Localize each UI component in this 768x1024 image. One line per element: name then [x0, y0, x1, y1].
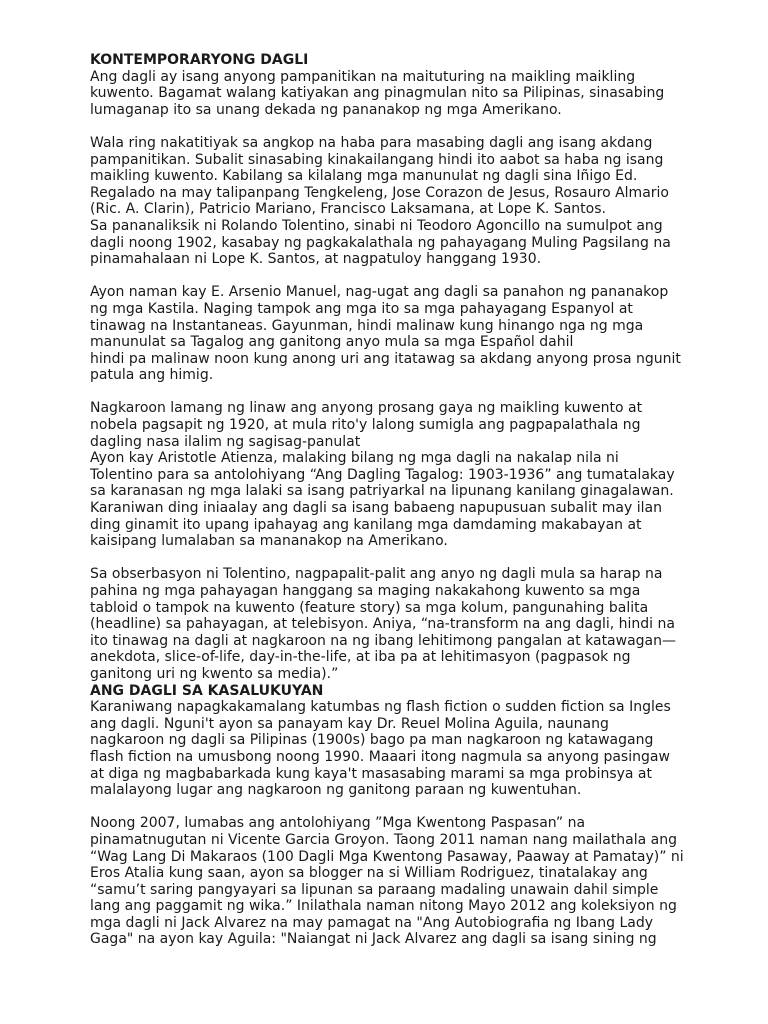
paragraph-3: Ayon naman kay E. Arsenio Manuel, nag-ugat ang dagli sa panahon ng pananakop ng mga Kastila. Naging tampok ang mga ito sa mga pahayagang Espanyol at tinawag na Instantaneas. Gayunman, hindi malinaw kung hinango nga ng mga manunulat sa Tagalog ang ganitong anyo mula sa mga Español dahil hindi pa malinaw noon kung anong uri ang itatawag sa akdang anyong prosa ngunit patula ang himig. [90, 284, 681, 384]
paragraph-gap [90, 799, 692, 816]
paragraph-5: Sa obserbasyon ni Tolentino, nagpapalit-palit ang anyo ng dagli mula sa harap na pahina ng mga pahayagan hanggang sa maging nakakahong kuwento sa mga tabloid o tampok na kuwento (feature story) sa mga kolum, pangunahing balita (headline) sa pahayagan, at telebisyon. Aniya, “na-transform na ang dagli, hindi na ito tinawag na dagli at nagkaroon na ng ibang lehitimong pangalan at katawagan— anekdota, slice-of-life, day-in-the-life, at iba pa at lehitimasyon (pagpasok ng ganitong uri ng kwento sa media).” [90, 566, 677, 682]
section-heading-ang-dagli-sa-kasalukuyan: ANG DAGLI SA KASALUKUYAN [90, 682, 324, 699]
paragraph-6: Karaniwang napagkakamalang katumbas ng flash fiction o sudden fiction sa Ingles ang dagli. Nguni't ayon sa panayam kay Dr. Reuel Molina Aguila, naunang nagkaroon ng dagli sa Pilipinas (1900s) bago pa man nagkaroon ng katawagang flash fiction na umusbong noong 1990. Maaari itong nagmula sa anyong pasingaw at diga ng magbabarkada kung kaya't masasabing marami sa mga probinsya at malalayong lugar ang nagkaroon ng ganitong paraan ng kuwentuhan. [90, 699, 671, 799]
paragraph-1: Ang dagli ay isang anyong pampanitikan na maituturing na maikling maikling kuwento. Bagamat walang katiyakan ang pinagmulan nito sa Pilipinas, sinasabing lumaganap ito sa unang dekada ng pananakop ng mga Amerikano. [90, 68, 665, 118]
paragraph-gap [90, 550, 692, 567]
paragraph-4: Nagkaroon lamang ng linaw ang anyong prosang gaya ng maikling kuwento at nobela pagsapit ng 1920, at mula rito'y lalong sumigla ang pagpapalathala ng dagling nasa ilalim ng sagisag-panulat Ayon kay Aristotle Atienza, malaking bilang ng mga dagli na nakalap nila ni Tolentino para sa antolohiyang “Ang Dagling Tagalog: 1903-1936” ang tumatalakay sa karanasan ng mga lalaki sa isang patriyarkal na lipunang kanilang ginagalawan. Karaniwan ding iniaalay ang dagli sa isang babaeng napupusuan subalit may ilan ding ginamit ito upang ipahayag ang kanilang mga damdaming makabayan at kaisipang lumalaban sa mananakop na Amerikano. [90, 400, 675, 550]
paragraph-2: Wala ring nakatitiyak sa angkop na haba para masabing dagli ang isang akdang pampanitikan. Subalit sinasabing kinakailangang hindi ito aabot sa haba ng isang maikling kuwento. Kabilang sa kilalang mga manunulat ng dagli sina Iñigo Ed. Regalado na may talipanpang Tengkeleng, Jose Corazon de Jesus, Rosauro Almario (Ric. A. Clarin), Patricio Mariano, Francisco Laksamana, at Lope K. Santos. Sa pananaliksik ni Rolando Tolentino, sinabi ni Teodoro Agoncillo na sumulpot ang dagli noong 1902, kasabay ng pagkakalathala ng pahayagang Muling Pagsilang na pinamahalaan ni Lope K. Santos, at nagpatuloy hanggang 1930. [90, 134, 671, 268]
paragraph-gap [90, 384, 692, 401]
section-heading-kontemporaryong-dagli: KONTEMPORARYONG DAGLI [90, 52, 309, 68]
paragraph-gap [90, 118, 692, 135]
paragraph-7: Noong 2007, lumabas ang antolohiyang ”Mga Kwentong Paspasan” na pinamatnugutan ni Vicente Garcia Groyon. Taong 2011 naman nang mailathala ang “Wag Lang Di Makaraos (100 Dagli Mga Kwentong Pasaway, Paaway at Pamatay)” ni Eros Atalia kung saan, ayon sa blogger na si William Rodriguez, tinatalakay ang “samu’t saring pangyayari sa lipunan sa paraang madaling unawain dahil simple lang ang paggamit ng wika.” Inilathala naman nitong Mayo 2012 ang koleksiyon ng mga dagli ni Jack Alvarez na may pamagat na "Ang Autobiografia ng Ibang Lady Gaga" na ayon kay Aguila: "Naiangat ni Jack Alvarez ang dagli sa isang sining ng [90, 815, 684, 948]
paragraph-gap [90, 268, 692, 285]
